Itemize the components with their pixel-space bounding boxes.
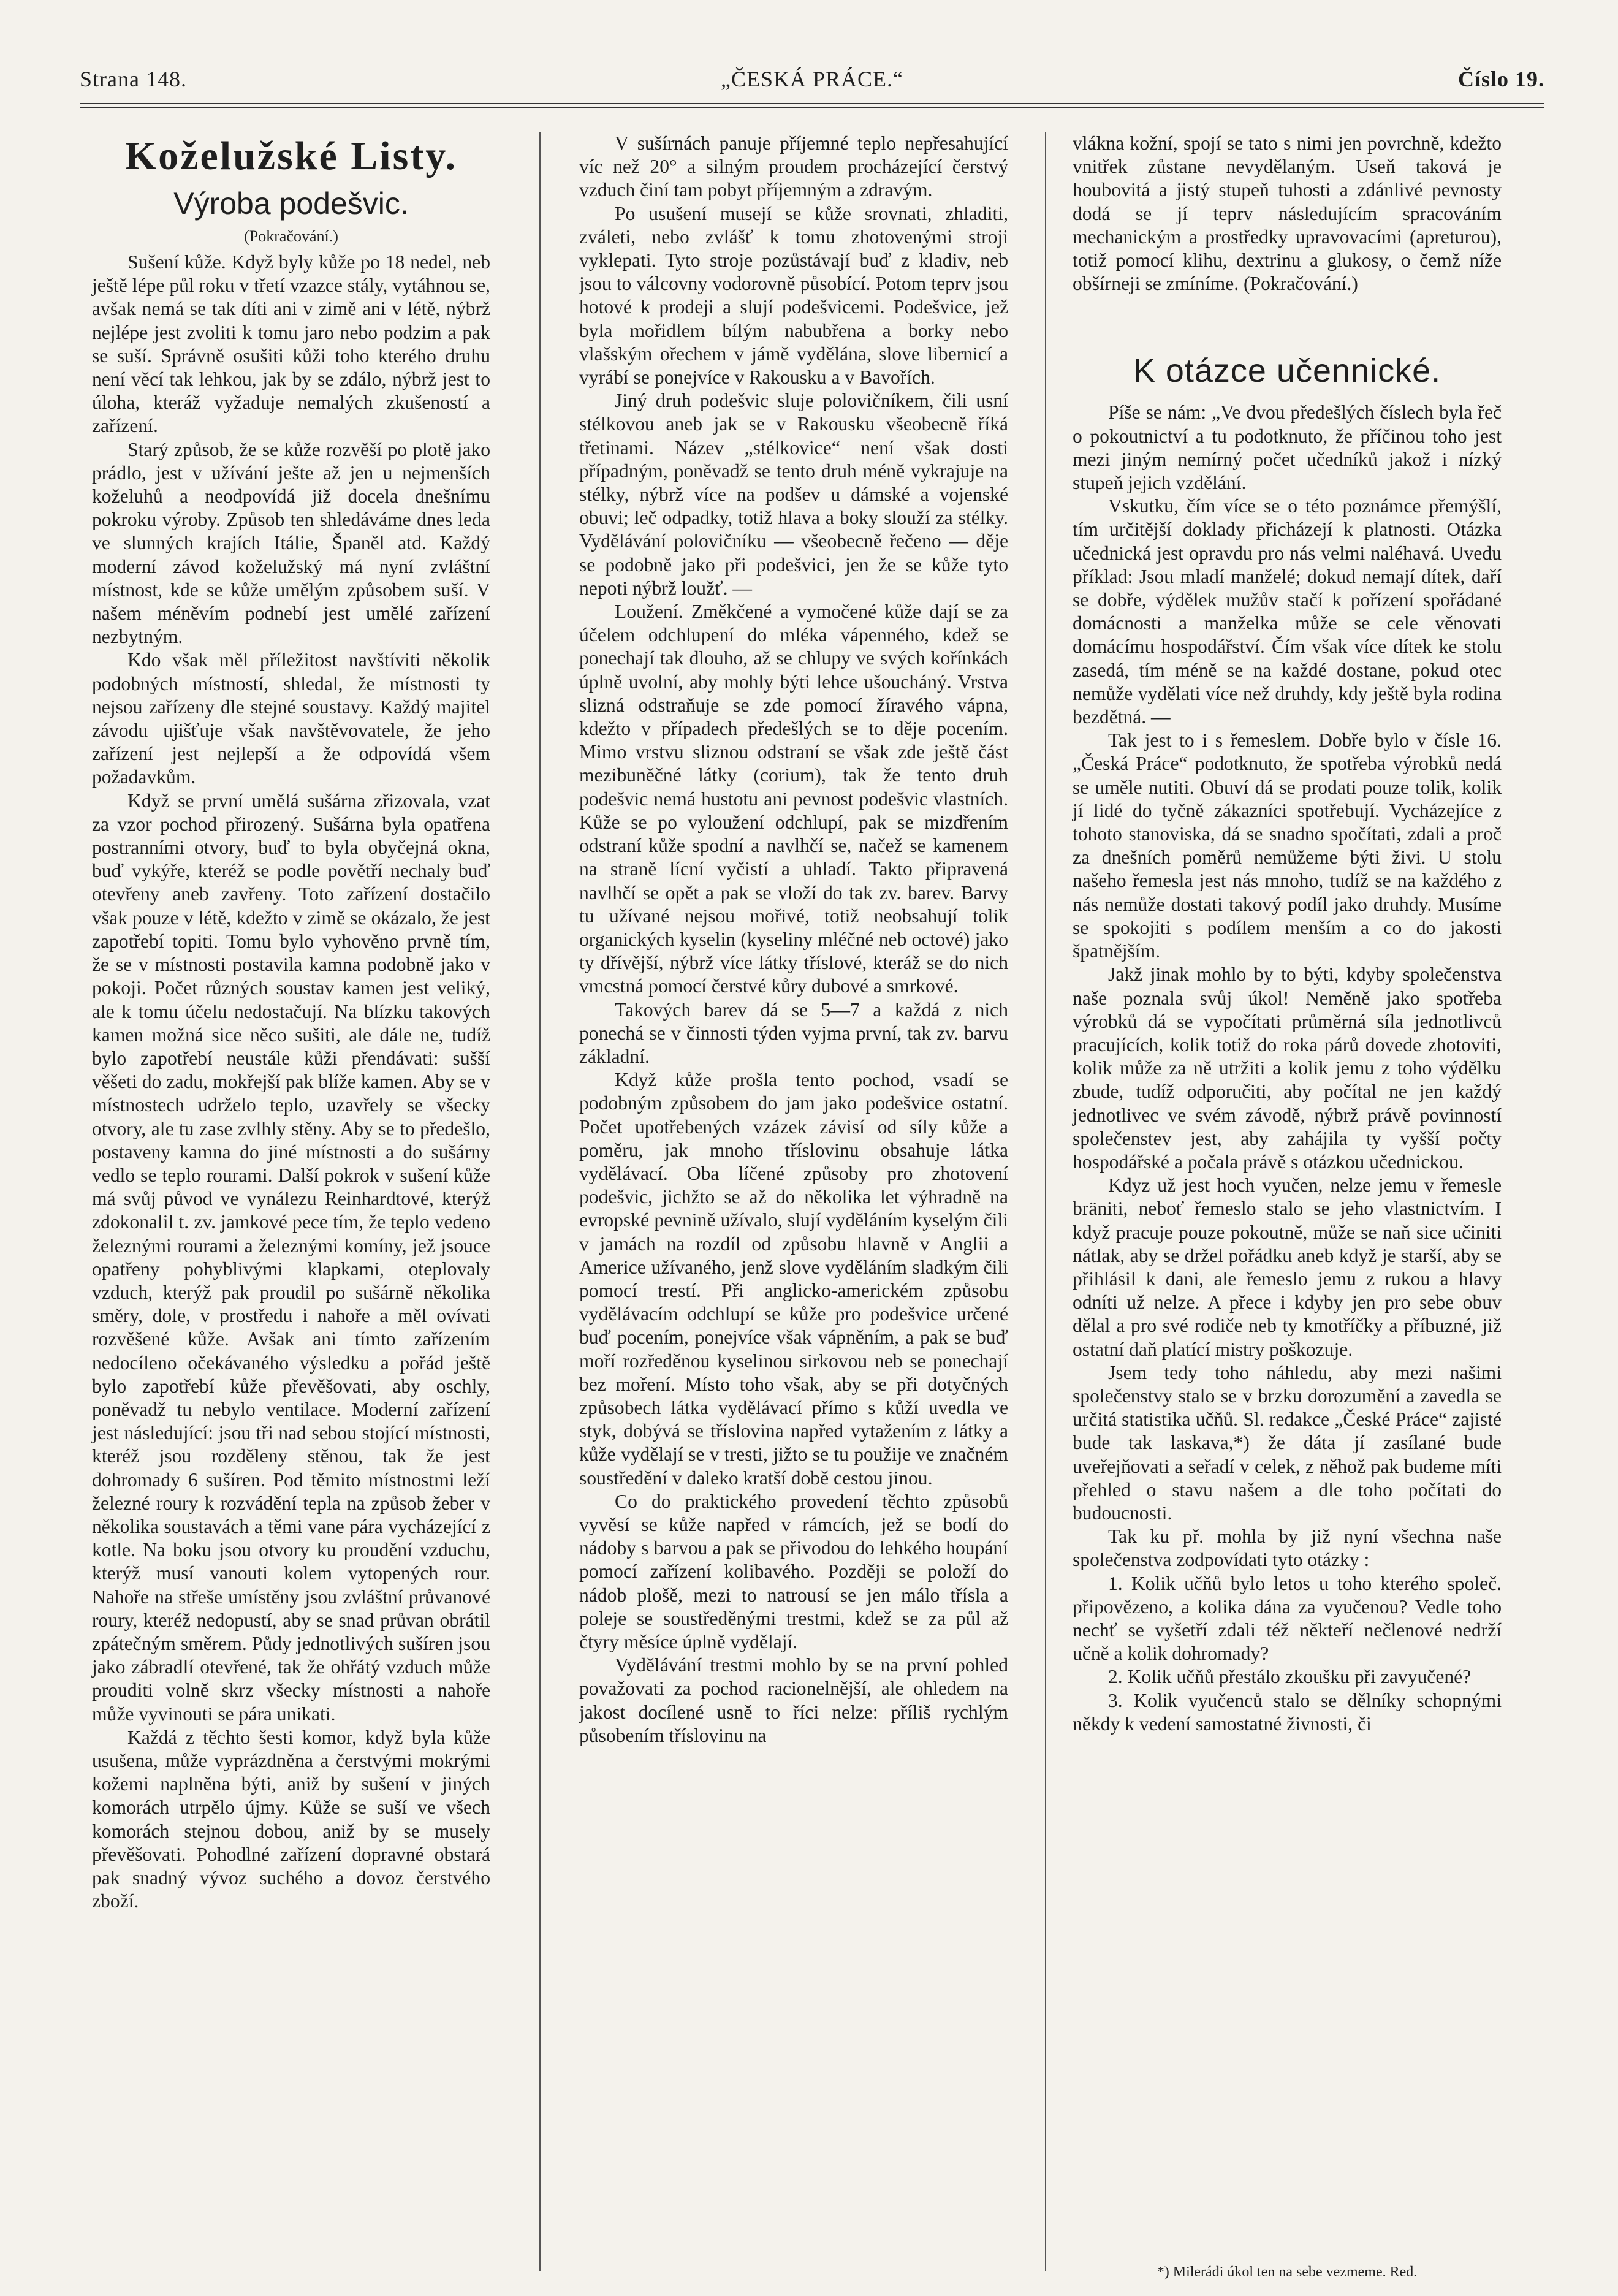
paragraph: Jsem tedy toho náhledu, aby mezi našimi společenstvy stalo se v brzku dorozumění a zavedla se určitá statistika učňů. Sl. redakce „České Práce“ zajisté bude tak laskava,*) že dáta jí zasílané bude uveřejňovati a seřadí v celek, z něhož pak budeme míti přehled o stavu našem a dle toho počítati do budoucnosti.: [1073, 1361, 1502, 1524]
page-header: [80, 66, 1544, 103]
paragraph: Když se první umělá sušárna zřizovala, vzat za vzor pochod přirozený. Sušárna byla opatřena postranními otvory, buď to byla obyčejná okna, buď vykýře, kteréž se podle povětří nechaly buď otevřeny aneb zavřeny. Toto zařízení dostačilo však pouze v létě, kdežto v zimě se okázalo, že jest zapotřebí topiti. Tomu bylo vyhověno prvně tím, že se v místnosti postavila kamna podobně jako v pokoji. Počet různých soustav kamen jest veliký, ale k tomu účelu nedostačují. Na blízku takových kamen možná sice něco sušiti, ale dále ne, tudíž bylo zapotřebí neustále kůži přendávati: sušší věšeti do zadu, mokřejší pak blíže kamen. Aby se v místnostech udrželo teplo, uzavřely se všecky otvory, ale tu zase zvlhly stěny. Aby se to předešlo, postaveny kamna do jiné místnosti a do sušárny vedlo se teplo rourami. Další pokrok v sušení kůže má svůj původ ve vynálezu Reinhardtové, kterýž zdokonalil t. zv. jamkové pece tím, že teplo vedeno železnými rourami a železnými komíny, jež jsouce opatřeny pohyblivými klapkami, oteplovaly vzduch, kterýž pak proudil po sušárně několika směry, dole, v prostředu i nahoře a měl ovívati rozvěšené kůže. Avšak ani tímto zařízením nedocíleno očekávaného výsledku a pořád ještě bylo zapotřebí kůže převěšovati, aby oschly, poněvadž tu nebylo ventilace. Moderní zařízení jest následující: jsou tři nad sebou stojící místnosti, kteréž jsou rozděleny stěnou, tak že jest dohromady 6 sušíren. Pod těmito místnostmi leží železné roury k rozvádění tepla na způsob žeber v několika soustavách a těmi vane pára vycházející z kotle. Na boku jsou otvory ku proudění vzduchu, kterýž musí vanouti kolem vytopených rour. Nahoře na střeše umístěny jsou zvláštní průvanové roury, kteréž nedopustí, aby se snad průvan obrátil zpátečným směrem. Půdy jednotlivých sušíren jsou jako zábradlí otevřené, tak že ohřátý vzduch může prouditi volně skrz všecky místnosti a nahoře může vyvinouti se pára unikati.: [92, 789, 490, 1725]
paragraph: Kdyz už jest hoch vyučen, nelze jemu v řemesle bräniti, neboť řemeslo stalo se jeho vlastnictvím. I když pracuje pouze pokoutně, může se naň sice učiniti nátlak, aby se držel pořádku aneb když je starší, aby se přihlásil k dani, ale řemeslo jemu z rukou a hlavy odníti už nelze. A přece i kdyby jen pro sebe obuv dělal a pro své rodiče neb ty kmotříčky a příbuzné, již ostatní daň platící mistry poškozuje.: [1073, 1174, 1502, 1360]
column-3: [1073, 132, 1502, 1736]
journal-title: „ČESKÁ PRÁCE.“: [720, 67, 903, 91]
question-item: 1. Kolik učňů bylo letos u toho kterého společ. připovězeno, a kolika dána za vyučenou? Vedle toho nechť se vyšetří zdali též někteří nečlenové nedrží učně a kolik dohromady?: [1073, 1572, 1502, 1665]
section-heading: Koželužské Listy.: [124, 134, 458, 178]
paragraph: Když kůže prošla tento pochod, vsadí se podobným způsobem do jam jako podešvice ostatní. Počet upotřebených vzázek závisí od síly kůže a poměru, jak mnoho tříslovinu obsahuje látka vydělávací. Oba líčené způsoby pro zhotovení podešvic, jichžto se až do několika let výhradně na evropské pevnině užívalo, slují vyděláním kyselým čili v jamách na rozdíl od způsobu hlavně v Anglii a Americe užívaného, jenž slove vyděláním sladkým čili pomocí trestí. Při anglicko-americkém způsobu vydělávacím odchlupí se kůže pro podešvice určené buď pocením, ponejvíce však vápněním, a pak se buď moří rozředěnou kyselinou sirkovou neb se ponechají bez moření. Místo toho však, aby se při dotyčných způsobech látka vydělávací přímo s kůží uvedla ve styk, dobývá se tříslovina napřed vytažením z látky a kůže vydělají se v tresti, jižto se tu použije ve značném soustředění v daleko kratší době cestou jinou.: [579, 1069, 1008, 1489]
column-2: [579, 132, 1008, 1747]
issue-number: Číslo 19.: [1457, 67, 1544, 91]
paragraph: Vskutku, čím více se o této poznámce přemýšlí, tím určitější doklady přicházejí k platnosti. Otázka učednická jest opravdu pro nás velmi naléhavá. Uvedu příklad: Jsou mladí manželé; dokud nemají dítek, daří se dobře, výdělek mužův stačí k pořízení spořádané domácnosti a manželka může se cele věnovati domácímu hospodářství. Čím však více dítek ke stolu zasedá, tím méně se na každé dostane, pokud otec nemůže vydělati více než druhdy, kdy ještě byla rodina bezdětná. —: [1073, 495, 1502, 728]
column-divider-2: [1045, 132, 1046, 2271]
paragraph: Takových barev dá se 5—7 a každá z nich ponechá se v činnosti týden vyjma první, tak zv. barvu základní.: [579, 998, 1008, 1067]
paragraph: Každá z těchto šesti komor, když byla kůže usušena, může vyprázdněna a čerstvými mokrými kožemi naplněna býti, aniž by sušení v jiných komorách utrpělo újmy. Kůže se suší ve všech komorách stejnou dobou, aniž by se musely převěšovati. Pohodlné zařízení dopravné obstará pak snadný vývoz suchého a dovoz čerstvého zboží.: [92, 1726, 490, 1912]
paragraph: Loužení. Změkčené a vymočené kůže dají se za účelem odchlupení do mléka vápenného, kdež se ponechají tak dlouho, až se chlupy ve svých kořínkách úplně uvolní, aby mohly býti lehce ušoucháný. Vrstva slizná odstraňuje se zde pomocí žíravého vápna, kdežto v případech předešlých se to děje pocením. Mimo vrstvu sliznou odstraní se však zde ještě část mezibuněčné látky (corium), tak že tento druh podešvic nemá hustotu ani pevnost podešvic vlastních. Kůže se po vyloužení odchlupí, pak se mizdřením odstraní kůže spodní a navlhčí se, načež se kamenem na straně lícní vyčistí a uhladí. Takto připravená navlhčí se opět a pak se vloží do tak zv. barev. Barvy tu užívané nejsou mořivé, totiž neobsahují tolik organických kyselin (kyseliny mléčné neb octové) jako ty dřívější, nýbrž více látky tříslové, kteráž se do nich vmcstná pomocí čerstvé kůry dubové a smrkové.: [579, 601, 1008, 997]
paragraph: Kdo však měl příležitost navštíviti několik podobných místností, shledal, že místnosti ty nejsou zařízeny dle stejné soustavy. Každý majitel závodu ujišťuje však navštěvovatele, že jeho zařízení jest nejlepší a že odpovídá všem požadavkům.: [92, 649, 490, 788]
question-list: [1073, 1572, 1502, 1736]
paragraph: Jakž jinak mohlo by to býti, kdyby společenstva naše poznala svůj úkol! Neměně jako spotřeba výrobků dá se vypočítati průměrná síla jednotlivců pracujících, kolik totiž do roka párů dovede zhotoviti, kolik může za ně utržiti a kolik jemu z toho výdělku zbude, tudíž odporučiti, aby počítal ne jen každý jednotlivec ve svém závodě, nýbrž právě povinností společenstev jest, aby zahájila ty vyšší počty hospodářské a počala právě s otázkou učednickou.: [1073, 964, 1502, 1173]
paragraph: Sušení kůže. Když byly kůže po 18 nedel, neb ještě lépe půl roku v třetí vzazce stály, vytáhnou se, avšak nemá se tak díti ani v zimě ani v létě, nýbrž nejlépe jest zvoliti k tomu jaro nebo podzim a pak se suší. Správně osušiti kůži toho kterého druhu není věcí tak lehkou, jak by se zdálo, nýbrž jest to úloha, kteráž vyžaduje nemalých zkušeností a zařízení.: [92, 251, 490, 437]
paragraph: V sušírnách panuje příjemné teplo nepřesahující víc než 20° a silným proudem procházející čerstvý vzduch činí tam pobyt příjemným a zdravým.: [579, 132, 1008, 201]
page-number: Strana 148.: [80, 67, 187, 91]
column-divider-1: [539, 132, 541, 2271]
paragraph: Píše se nám: „Ve dvou předešlých číslech byla řeč o pokoutnictví a tu podotknuto, že příčinou toho jest mezi jiným nemírný počet učedníků jakož i nízký stupeň jejich vzdělání.: [1073, 401, 1502, 494]
column-1: [92, 132, 490, 1913]
question-item: 2. Kolik učňů přestálo zkoušku při zavyučené?: [1108, 1666, 1472, 1688]
paragraph: Co do praktického provedení těchto způsobů vyvěsí se kůže napřed v rámcích, jež se bodí do nádoby s barvou a pak se přivodou do lehkého houpání pomocí zařízení kolibavého. Později se položí do nádob plošě, mezi to natrousí se jen málo třísla a poleje se soustředěnými trestmi, kdež se za půl až čtyry měsíce úplně vydělají.: [579, 1490, 1008, 1652]
paragraph: vlákna kožní, spojí se tato s nimi jen povrchně, kdežto vnitřek zůstane nevydělaným. Useň taková je houbovitá a jistý stupeň tuhosti a zdánlivé pevnosty dodá se jí teprv následujícím spracováním mechanickým a prostředky upravovacími (apreturou), totiž pomocí klihu, dextrinu a glukosy, o čemž níže obšírneji se zmíníme. (Pokračování.): [1073, 132, 1502, 295]
paragraph: Vydělávání trestmi mohlo by se na první pohled považovati za pochod racionelnější, ale ohledem na jakost docílené usně to říci nelze: příliš rychlým působením tříslovinu na: [579, 1654, 1008, 1746]
header-rule-bottom: [80, 107, 1544, 108]
paragraph: Tak ku př. mohla by již nyní všechna naše společenstva zodpovídati tyto otázky :: [1073, 1526, 1502, 1571]
article-title: Výroba podešvic.: [173, 186, 409, 221]
article-title: K otázce učennické.: [1133, 352, 1441, 390]
continuation-note: (Pokračování.): [244, 227, 338, 245]
question-item: 3. Kolik vyučenců stalo se dělníky schopnými někdy k vedení samostatné živnosti, či: [1073, 1689, 1502, 1735]
footnote: *) Milerádi úkol ten na sebe vezmeme. Red.: [1157, 2264, 1418, 2280]
paragraph: Po usušení musejí se kůže srovnati, zhladiti, zváleti, nebo zvlášť k tomu zhotovenými stroji vyklepati. Tyto stroje pozůstávají buď z kladiv, neb jsou to válcovny vodorovně působící. Potom teprv jsou hotové k prodeji a slují podešvicemi. Podešvice, jež byla mořidlem bílým nabubřena a borky nebo vlašským ořechem v jámě vydělána, slove libernicí a vyrábí se ponejvíce v Rakousku a v Bavořích.: [579, 202, 1008, 389]
paragraph: Jiný druh podešvic sluje polovičníkem, čili usní stélkovou aneb jak se v Rakousku všeobecně říká třetinami. Název „stélkovice“ není však dosti případným, poněvadž se tento druh méně vykrajuje na stélky, nýbrž více na podšev u dámské a vojenské obuvi; leč odpadky, totiž hlava a boky slouží za stélky. Vydělávání polovičníku — všeobecně řečeno — děje se podobně jako při podešvici, jen že se kůže tyto nepoti nýbrž loužť. —: [579, 390, 1008, 599]
paragraph: Tak jest to i s řemeslem. Dobře bylo v čísle 16. „Česká Práce“ podotknuto, že spotřeba výrobků nedá se uměle nutiti. Obuví dá se prodati pouze tolik, kolik jí lidé do tyčně zákazníci spotřebují. Vycházejíce z tohoto stanoviska, dá se snadno spočítati, zdali a proč za dnešních poměrů nemůžeme býti živi. U stolu našeho řemesla jest nás mnoho, tudíž se na každého z nás nemůže dostati takový podíl jako druhdy. Musíme se spokojiti s podílem menším a co do jakosti špatnějším.: [1073, 729, 1502, 962]
header-rule-top: [80, 103, 1544, 104]
paragraph: Starý způsob, že se kůže rozvěší po plotě jako prádlo, jest v užívání ješte až jen u nejmenších koželuhů a neodpovídá již docela dnešnímu pokroku výroby. Způsob ten shledáváme dnes leda ve slunných krajích Itálie, Španěl atd. Každý moderní závod koželužský má nyní zvláštní místnost, kde se kůže umělým způsobem suší. V našem méněvím podnebí jest umělé zařízení nezbytným.: [92, 438, 490, 648]
